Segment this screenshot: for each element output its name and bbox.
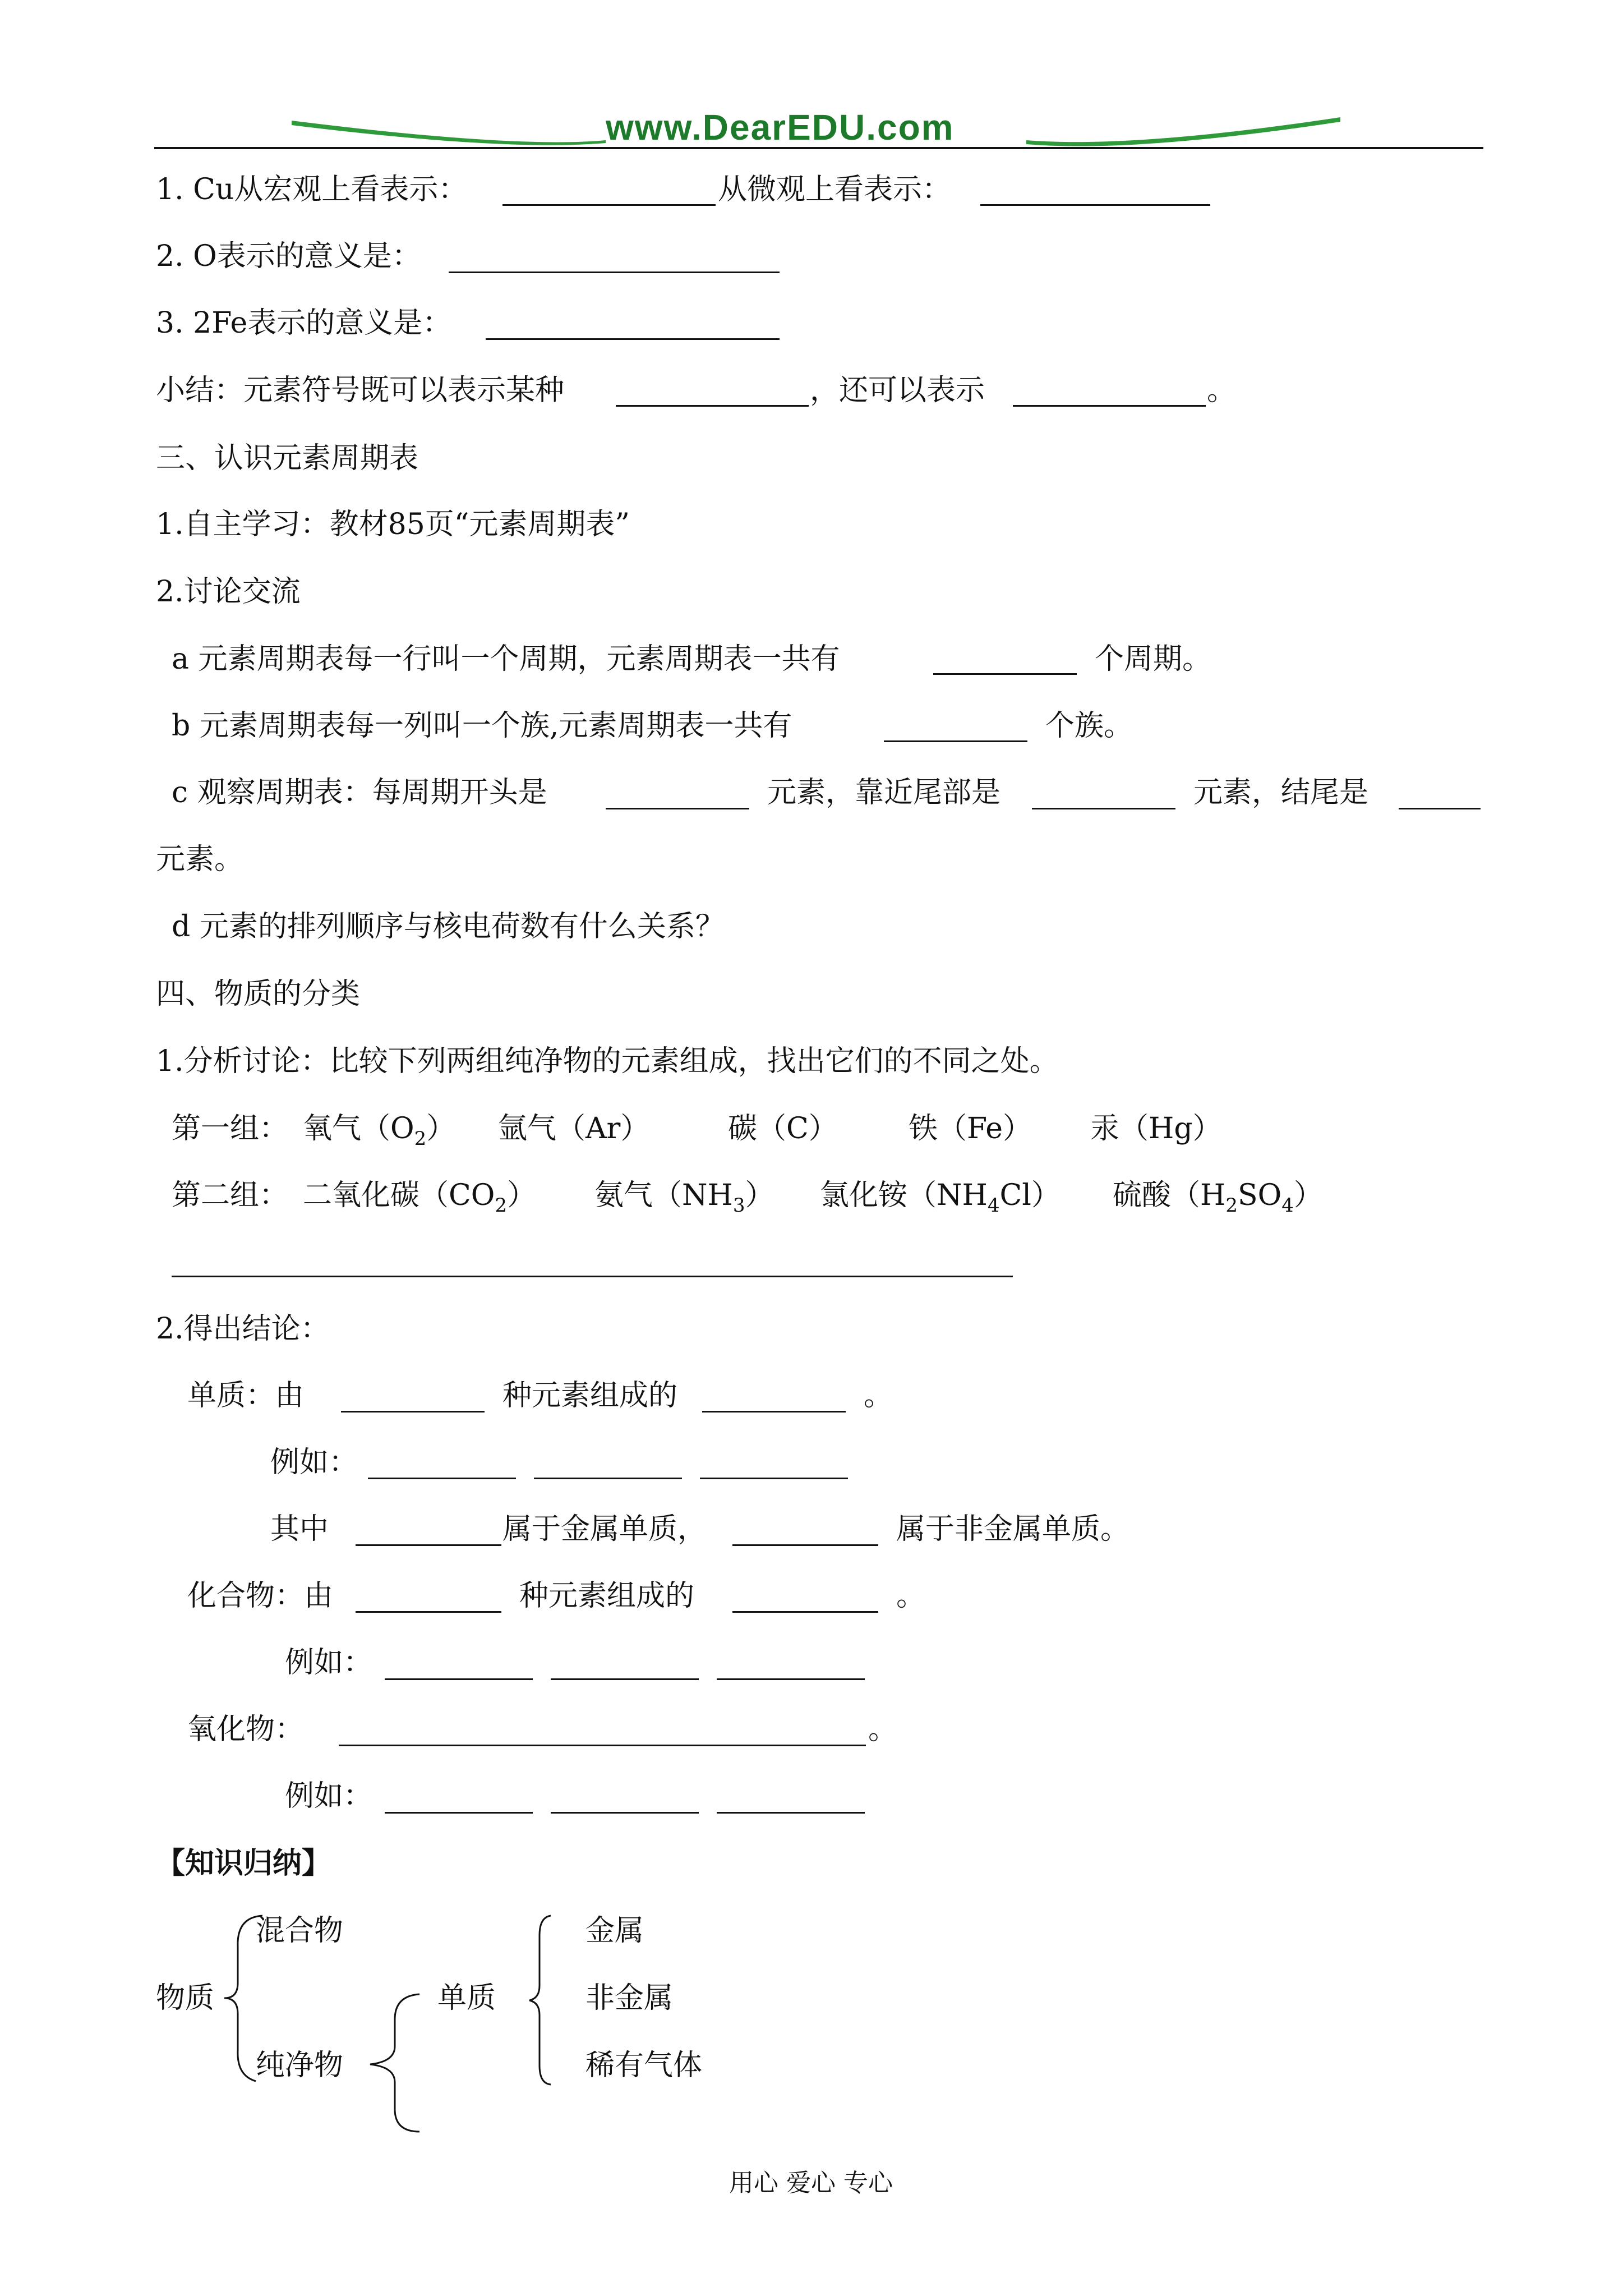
group2-sulfuric-acid: 硫酸$(H_2SO_4)$ bbox=[1113, 1179, 1323, 1217]
group1-mercury: 汞（Hg） bbox=[1090, 1112, 1222, 1145]
group2-label: 第二组： bbox=[172, 1179, 289, 1212]
oxide-text: 氧化物： bbox=[187, 1713, 305, 1746]
tree-element-substance: 单质 bbox=[437, 1981, 496, 2015]
compound-end: 。 bbox=[896, 1579, 926, 1613]
q2-text: 2. O表示的意义是： bbox=[156, 240, 421, 273]
tree-noble-gas: 稀有气体 bbox=[585, 2049, 703, 2082]
item-b-end: 个族。 bbox=[1045, 709, 1133, 743]
discuss-heading: 2.讨论交流 bbox=[156, 575, 301, 609]
conclusion-heading: 2.得出结论： bbox=[156, 1312, 330, 1346]
item-a-text: a 元素周期表每一行叫一个周期，元素周期表一共有 bbox=[172, 642, 840, 676]
section4-title: 四、物质的分类 bbox=[156, 977, 361, 1011]
item-d-text: d 元素的排列顺序与核电荷数有什么关系？ bbox=[172, 910, 725, 944]
tree-pure-substance: 纯净物 bbox=[256, 2049, 344, 2082]
header-logo-text: www.DearEDU.com bbox=[606, 107, 955, 148]
item-c-text-3: 元素，结尾是 bbox=[1193, 776, 1369, 809]
compound-example-label: 例如： bbox=[285, 1646, 373, 1680]
group1-argon: 氩气（Ar） bbox=[498, 1112, 650, 1145]
group1-oxygen: 氧气$(O_2)$ bbox=[303, 1112, 456, 1150]
among-text-2: 属于金属单质， bbox=[502, 1512, 707, 1546]
group2-co2: 二氧化碳$(CO_2)$ bbox=[303, 1179, 537, 1217]
element-substance-text: 单质：由 bbox=[187, 1379, 305, 1412]
knowledge-title: 【知识归纳】 bbox=[156, 1846, 331, 1880]
group2-ammonia: 氨气$(NH_3)$ bbox=[594, 1179, 774, 1217]
group1-carbon: 碳（C） bbox=[728, 1112, 838, 1145]
element-substance-end: 。 bbox=[864, 1379, 893, 1412]
item-c-text: c 观察周期表：每周期开头是 bbox=[172, 776, 547, 809]
item-a-end: 个周期。 bbox=[1095, 642, 1212, 676]
among-text: 其中 bbox=[270, 1512, 329, 1546]
oxide-example-label: 例如： bbox=[285, 1779, 373, 1813]
item-c-text-2: 元素，靠近尾部是 bbox=[767, 776, 1001, 809]
group1-iron: 铁（Fe） bbox=[909, 1112, 1032, 1145]
group2-ammonium-chloride: 氯化铵$(NH_4Cl)$ bbox=[820, 1179, 1061, 1217]
self-study-text: 1.自主学习：教材85页“元素周期表” bbox=[156, 508, 630, 541]
element-substance-text-2: 种元素组成的 bbox=[502, 1379, 678, 1412]
tree-matter: 物质 bbox=[156, 1981, 215, 2015]
compound-text: 化合物：由 bbox=[187, 1579, 334, 1613]
section3-title: 三、认识元素周期表 bbox=[156, 441, 419, 475]
summary-text-3: 。 bbox=[1207, 374, 1237, 407]
compound-text-2: 种元素组成的 bbox=[519, 1579, 695, 1613]
tree-nonmetal: 非金属 bbox=[585, 1981, 674, 2015]
tree-metal: 金属 bbox=[585, 1914, 644, 1948]
item-c-end: 元素。 bbox=[156, 843, 244, 876]
item-b-text: b 元素周期表每一列叫一个族,元素周期表一共有 bbox=[172, 709, 792, 743]
q3-text: 3. 2Fe表示的意义是： bbox=[156, 306, 452, 340]
group1-label: 第一组： bbox=[172, 1112, 289, 1145]
summary-text-1: 小结：元素符号既可以表示某种 bbox=[156, 374, 565, 407]
footer-text: 用心 爱心 专心 bbox=[729, 2169, 893, 2197]
q1-prefix: 1. Cu从宏观上看表示： bbox=[156, 173, 468, 206]
q1-middle: 从微观上看表示： bbox=[718, 173, 952, 206]
element-example-label: 例如： bbox=[270, 1446, 358, 1479]
tree-mixture: 混合物 bbox=[256, 1914, 344, 1948]
oxide-end: 。 bbox=[868, 1713, 898, 1746]
among-text-3: 属于非金属单质。 bbox=[896, 1512, 1130, 1546]
analysis-text: 1.分析讨论：比较下列两组纯净物的元素组成，找出它们的不同之处。 bbox=[156, 1045, 1059, 1078]
summary-text-2: ，还可以表示 bbox=[810, 374, 985, 407]
